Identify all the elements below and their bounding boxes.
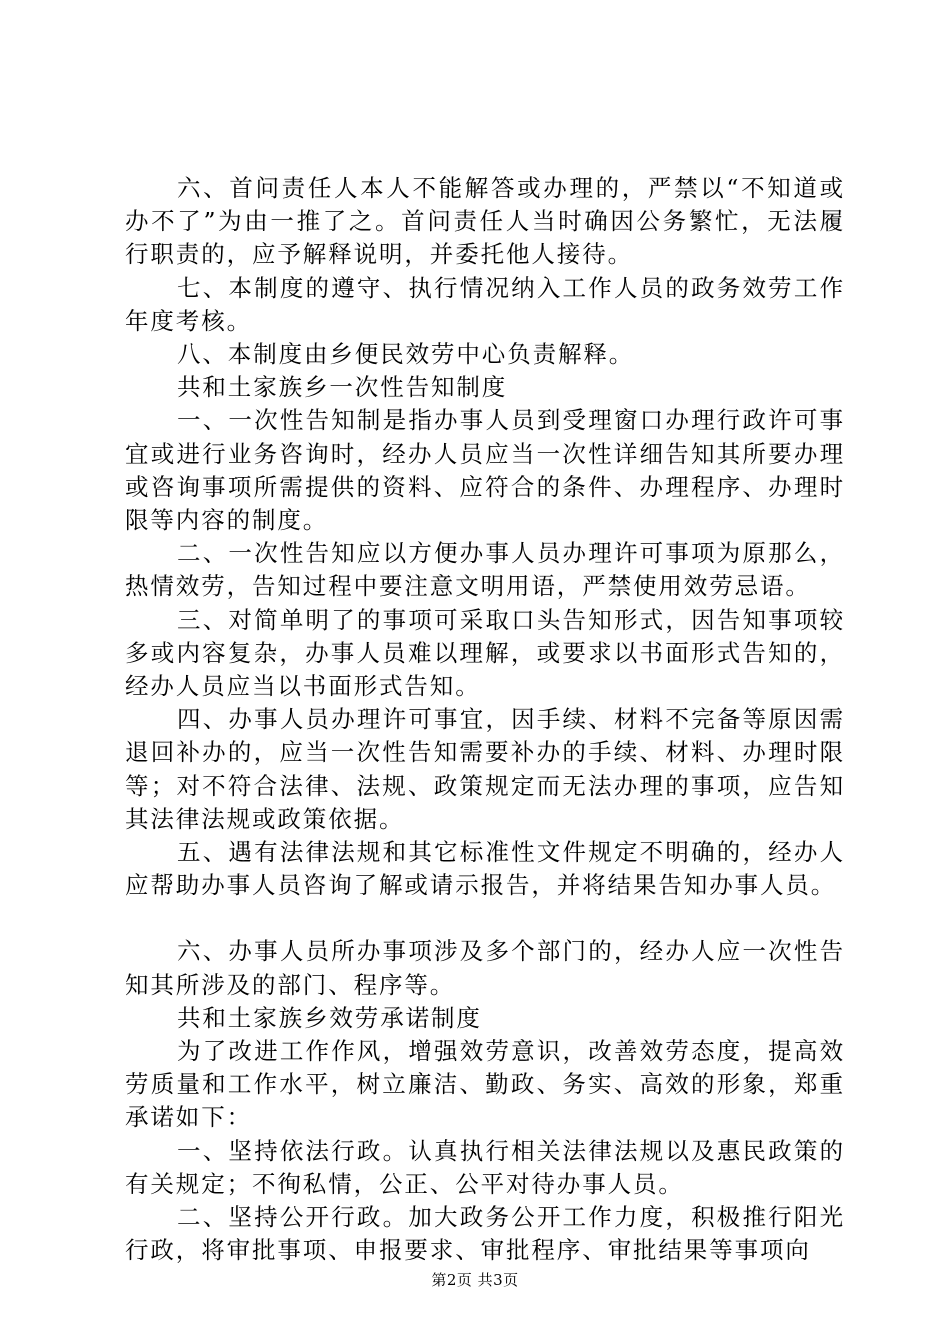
paragraph-first-inquiry-rule-8: 八、本制度由乡便民效劳中心负责解释。: [177, 340, 635, 369]
page-number-footer: 第2页 共3页: [431, 1271, 519, 1289]
paragraph-notice-rule-5: 五、遇有法律法规和其它标准性文件规定不明确的，经办人应帮助办事人员咨询了解或请示报告，并将结果告知办事人员。: [125, 838, 845, 900]
paragraph-notice-rule-3: 三、对简单明了的事项可采取口头告知形式，因告知事项较多或内容复杂，办事人员难以理解，或要求以书面形式告知的，经办人员应当以书面形式告知。: [125, 605, 845, 701]
paragraph-first-inquiry-rule-7: 七、本制度的遵守、执行情况纳入工作人员的政务效劳工作年度考核。: [125, 273, 845, 335]
paragraph-commitment-1: 一、坚持依法行政。认真执行相关法律法规以及惠民政策的有关规定；不徇私情，公正、公平对待办事人员。: [125, 1136, 845, 1198]
paragraph-notice-rule-1: 一、一次性告知制是指办事人员到受理窗口办理行政许可事宜或进行业务咨询时，经办人员应当一次性详细告知其所要办理或咨询事项所需提供的资料、应符合的条件、办理程序、办理时限等内容的制度。: [125, 406, 845, 535]
paragraph-commitment-2: 二、坚持公开行政。加大政务公开工作力度，积极推行阳光行政，将审批事项、申报要求、审批程序、审批结果等事项向: [125, 1203, 845, 1265]
paragraph-notice-rule-2: 二、一次性告知应以方便办事人员办理许可事项为原那么，热情效劳，告知过程中要注意文明用语，严禁使用效劳忌语。: [125, 539, 845, 601]
section-title-service-commitment: 共和土家族乡效劳承诺制度: [177, 1003, 482, 1032]
section-title-one-time-notice: 共和土家族乡一次性告知制度: [177, 373, 508, 402]
paragraph-notice-rule-4: 四、办事人员办理许可事宜，因手续、材料不完备等原因需退回补办的，应当一次性告知需要补办的手续、材料、办理时限等；对不符合法律、法规、政策规定而无法办理的事项，应告知其法律法规或政策依据。: [125, 705, 845, 833]
document-body: [125, 172, 845, 1268]
paragraph-commitment-intro: 为了改进工作作风，增强效劳意识，改善效劳态度，提高效劳质量和工作水平，树立廉洁、勤政、务实、高效的形象，郑重承诺如下：: [125, 1037, 845, 1132]
paragraph-first-inquiry-rule-6: 六、首问责任人本人不能解答或办理的，严禁以“不知道或办不了”为由一推了之。首问责任人当时确因公务繁忙，无法履行职责的，应予解释说明，并委托他人接待。: [125, 174, 845, 269]
paragraph-notice-rule-6: 六、办事人员所办事项涉及多个部门的，经办人应一次性告知其所涉及的部门、程序等。: [125, 937, 845, 999]
